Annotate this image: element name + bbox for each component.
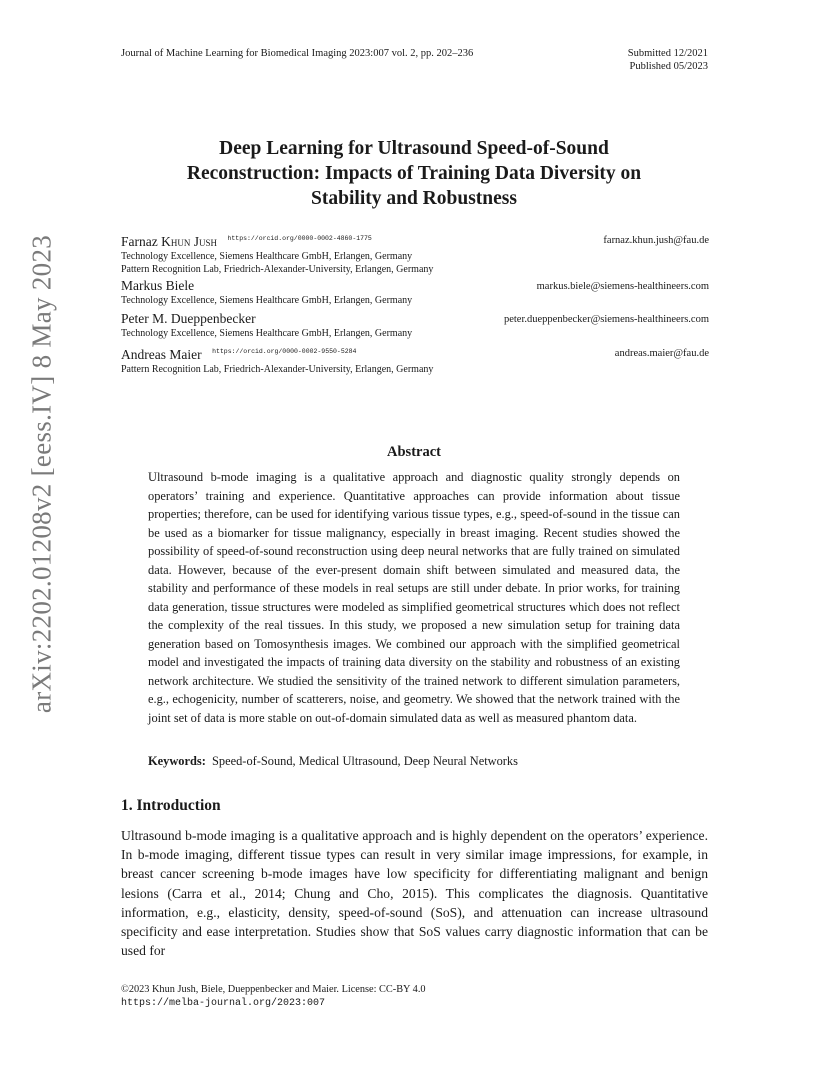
author-name: Peter M. Dueppenbecker: [121, 311, 256, 326]
title-line: Deep Learning for Ultrasound Speed-of-Sound: [219, 138, 609, 159]
author-email[interactable]: markus.biele@siemens-healthineers.com: [536, 281, 709, 292]
affiliation: Technology Excellence, Siemens Healthcare GmbH, Erlangen, Germany: [121, 251, 413, 262]
author-block: [121, 311, 709, 340]
affiliation: Technology Excellence, Siemens Healthcare GmbH, Erlangen, Germany: [121, 295, 413, 306]
paper-title: [100, 136, 728, 211]
title-line: Stability and Robustness: [311, 188, 517, 209]
published-date: Published 05/2023: [629, 61, 708, 72]
orcid-link[interactable]: https://orcid.org/0000-0002-4860-1775: [227, 235, 372, 242]
author-name: Farnaz Khun Jush: [121, 234, 217, 249]
submitted-date: Submitted 12/2021: [627, 48, 708, 59]
author-block: [121, 345, 709, 376]
orcid-link[interactable]: https://orcid.org/0000-0002-9550-5284: [212, 348, 357, 355]
journal-header: Journal of Machine Learning for Biomedical Imaging 2023:007 vol. 2, pp. 202–236: [121, 48, 474, 59]
copyright-line: ©2023 Khun Jush, Biele, Dueppenbecker and Maier. License: CC-BY 4.0: [121, 984, 426, 995]
keywords-line: [148, 754, 518, 769]
author-email[interactable]: andreas.maier@fau.de: [614, 348, 709, 359]
title-line: Reconstruction: Impacts of Training Data Diversity on: [186, 163, 642, 184]
section-heading: 1. Introduction: [121, 797, 221, 814]
author-name: Markus Biele: [121, 278, 195, 293]
keywords-label: Keywords:: [148, 754, 206, 768]
arxiv-stamp-text: arXiv:2202.01208v2 [eess.IV] 8 May 2023: [26, 234, 57, 714]
footer: [121, 983, 426, 1010]
abstract-text: Ultrasound b-mode imaging is a qualitative approach and diagnostic quality strongly depends on operators’ training and experience. Quantitative approaches can provide information about tissue properties; therefore, can be used for identifying various tissue types, e.g., speed-of-sound in the tissue can be used as a biomarker for tissue malignancy, especially in breast imaging. Recent studies showed the possibility of speed-of-sound reconstruction using deep neural networks that are fully trained on simulated data. However, because of the ever-present domain shift between simulated and measured data, the stability and performance of these models in real setups are still under debate. In prior works, for training data generation, tissue structures were modeled as simplified geometrical structures which does not reflect the complexity of the real tissues. In this study, we proposed a new simulation setup for training data generation based on Tomosynthesis images. We combined our approach with the simplified geometrical model and investigated the impacts of training data diversity on the stability and robustness of an existing network architecture. We studied the sensitivity of the trained network to different simulation parameters, e.g., echogenicity, number of scatterers, noise, and geometry. We showed that the network trained with the joint set of data is more stable on out-of-domain simulated data as well as measured phantom data.: [148, 470, 680, 725]
author-email[interactable]: peter.dueppenbecker@siemens-healthineers.com: [503, 314, 709, 325]
journal-url[interactable]: https://melba-journal.org/2023:007: [121, 997, 326, 1009]
abstract-heading: Abstract: [387, 444, 441, 460]
dates-block: [600, 47, 708, 73]
affiliation: Pattern Recognition Lab, Friedrich-Alexander-University, Erlangen, Germany: [121, 264, 434, 275]
author-name: Andreas Maier: [121, 347, 202, 362]
author-block: [121, 278, 709, 307]
affiliation: Technology Excellence, Siemens Healthcare GmbH, Erlangen, Germany: [121, 328, 413, 339]
author-block: [121, 232, 709, 276]
author-email[interactable]: farnaz.khun.jush@fau.de: [603, 235, 709, 246]
section-text: Ultrasound b-mode imaging is a qualitative approach and is highly dependent on the operators’ experience. In b-mode imaging, different tissue types can result in very similar image impressions, for example, in breast cancer screening b-mode images have low specificity for differentiating malignant and benign lesions (Carra et al., 2014; Chung and Cho, 2015). This complicates the diagnosis. Quantitative information, e.g., elasticity, density, speed-of-sound (SoS), and attenuation can increase ultrasound specificity and ease interpretation. Studies show that SoS values carry diagnostic information that can be used for: [121, 828, 708, 959]
affiliation: Pattern Recognition Lab, Friedrich-Alexander-University, Erlangen, Germany: [121, 364, 434, 375]
keywords-text: Speed-of-Sound, Medical Ultrasound, Deep Neural Networks: [212, 754, 518, 768]
